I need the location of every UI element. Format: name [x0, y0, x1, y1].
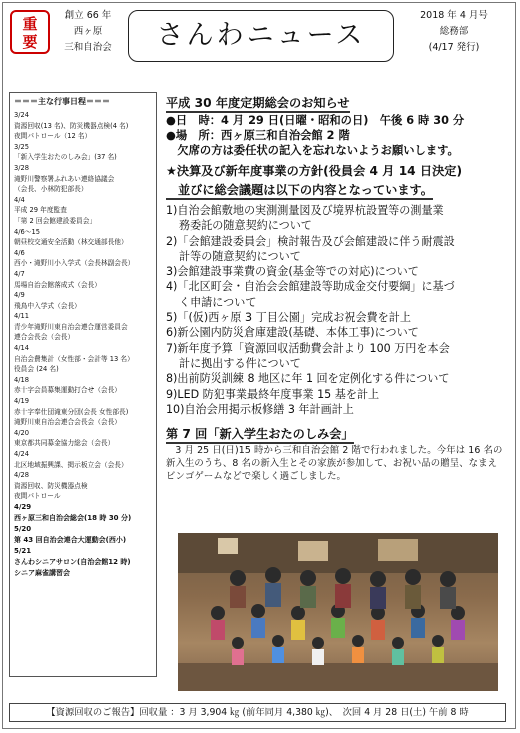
schedule-date: 4/14 — [14, 344, 30, 353]
schedule-entry — [14, 396, 152, 417]
schedule-text: 資源回収、防災機器点検 — [14, 481, 88, 490]
important-stamp — [10, 10, 50, 54]
agenda-item — [166, 234, 506, 265]
schedule-text: 「新入学生おたのしみ会」(37 名) — [14, 153, 117, 162]
agenda-item-continuation: く申請について — [179, 295, 257, 309]
schedule-entry — [14, 546, 152, 568]
schedule-text: 自治会費集計（女性部・会計等 13 名） — [14, 354, 134, 363]
meeting-place: ●場 所：西ヶ原三和自治会館 2 階 — [166, 129, 350, 142]
agenda-item — [166, 402, 506, 417]
agenda-item-text: 2)「会館建設委員会」検討報告及び会館建設に伴う耐震設 — [166, 234, 455, 248]
schedule-entry — [14, 110, 152, 131]
agenda-item-continuation: 務委託の随意契約について — [179, 219, 312, 233]
agenda-item-continuation: 計等の随意契約について — [179, 249, 301, 263]
schedule-entry — [14, 290, 152, 311]
schedule-text: 北区地域振興課、掲示板立会（会長） — [14, 460, 128, 469]
agenda-item-text: 3)会館建設事業費の資金(基金等での対応)について — [166, 265, 419, 279]
schedule-date: 4/6 — [14, 248, 25, 257]
newsletter-title: さんわニュース — [156, 20, 366, 51]
recycling-report-text: 【資源回収のご報告】回収量 ：3 月 3,904 ㎏ (前年同月 4,380 ㎏)、 次回 4 月 28 日(土) 午前 8 時 — [46, 707, 469, 718]
schedule-entry — [14, 502, 152, 524]
schedule-text: 東京都共同募金協力総会（会長） — [14, 439, 115, 448]
issue-month: 2018 年 4 月号 — [420, 10, 488, 21]
schedule-date: 4/18 — [14, 375, 30, 384]
schedule-entry — [14, 184, 152, 195]
publisher-info — [58, 8, 118, 56]
agenda-item-text: 6)新公園内防災倉庫建設(基礎、本体工事)について — [166, 326, 419, 340]
schedule-date: 4/7 — [14, 269, 25, 278]
schedule-date: 3/24 — [14, 111, 30, 119]
agenda-item-text: 10)自治会用掲示板修繕 3 年計画計上 — [166, 402, 354, 416]
agenda-item-text: 9)LED 防犯事業最終年度事業 15 基を計上 — [166, 387, 380, 401]
agenda-list — [166, 203, 506, 417]
schedule-title: ＝＝＝主な行事日程＝＝＝ — [14, 97, 110, 106]
schedule-text: 第 43 回自治会連合大運動会(西小) — [14, 535, 127, 544]
association-name: 三和自治会 — [64, 42, 112, 53]
agenda-heading: 並びに総会議題は以下の内容となっています。 — [166, 183, 433, 200]
schedule-text: （会長、小林防犯部長） — [14, 185, 88, 194]
group-photo-illustration — [178, 533, 498, 691]
schedule-date: 4/11 — [14, 312, 30, 321]
schedule-entry — [14, 568, 152, 579]
schedule-text: 夜間パトロール — [14, 492, 61, 501]
schedule-sidebar — [9, 92, 157, 677]
schedule-date: 3/25 — [14, 142, 30, 151]
agenda-item — [166, 310, 506, 325]
general-meeting-heading: 平成 30 年度定期総会のお知らせ — [166, 95, 350, 113]
agenda-item-text: 8)出前防災訓練 8 地区に年 1 回を定例化する件について — [166, 372, 450, 386]
schedule-text: 平成 29 年度監査 — [14, 206, 67, 215]
newsletter-title-box — [128, 10, 394, 62]
schedule-text: 「第 2 回会館建設委員会」 — [14, 216, 97, 225]
schedule-entry — [14, 449, 152, 470]
schedule-entry — [14, 269, 152, 290]
schedule-text: 滝野川警察署ふれあい連絡協議会 — [14, 174, 115, 183]
schedule-text: 夜間パトロール（12 名） — [14, 132, 92, 141]
schedule-text: 赤十字会員募集運動打合せ（会長） — [14, 386, 121, 395]
agenda-item — [166, 325, 506, 340]
schedule-entry — [14, 163, 152, 184]
schedule-date: 5/20 — [14, 524, 32, 533]
issue-date: (4/17 発行) — [428, 42, 480, 53]
schedule-text: 馬場自治会館落成式（会長） — [14, 280, 101, 289]
schedule-text: 西ヶ原三和自治会総会(18 時 30 分) — [14, 513, 132, 522]
founded-years: 創立 66 年 — [64, 10, 112, 21]
schedule-entry — [14, 216, 152, 227]
schedule-entry — [14, 248, 152, 269]
area-name: 西ヶ原 — [73, 26, 103, 37]
schedule-entry — [14, 131, 152, 142]
schedule-entry — [14, 364, 152, 375]
schedule-date: 5/21 — [14, 546, 32, 555]
meeting-date: ●日 時：4 月 29 日(日曜・昭和の日) 午後 6 時 30 分 — [166, 114, 465, 127]
issue-info — [404, 8, 504, 56]
agenda-item — [166, 341, 506, 372]
agenda-item-text: 4)「北区町会・自治会会館建設等助成金交付要綱」に基づ — [166, 280, 455, 294]
schedule-text: さんわシニアサロン(自治会館12 時) — [14, 557, 131, 566]
agenda-item — [166, 371, 506, 386]
schedule-date: 4/4 — [14, 195, 25, 204]
schedule-entry — [14, 428, 152, 449]
proxy-notice: 欠席の方は委任状の記入を忘れないようお願いします。 — [166, 144, 459, 157]
agenda-item-text: 7)新年度予算「資源回収活動費会計より 100 万円を本会 — [166, 341, 450, 355]
agenda-item-text: 5)「(仮)西ヶ原 3 丁目公園」完成お祝会費を計上 — [166, 311, 411, 325]
schedule-date: 4/29 — [14, 502, 32, 511]
schedule-entry — [14, 227, 152, 248]
schedule-text: シニア麻雀講習会 — [14, 568, 70, 577]
schedule-entry — [14, 491, 152, 502]
schedule-text: 連合会長会（会長） — [14, 333, 75, 342]
schedule-entry — [14, 343, 152, 364]
schedule-entry — [14, 470, 152, 491]
agenda-item — [166, 387, 506, 402]
schedule-date: 4/24 — [14, 450, 30, 458]
agenda-item-continuation: 計に拠出する件について — [179, 356, 301, 370]
stamp-text: 重要 — [22, 15, 38, 51]
group-photo — [178, 533, 498, 691]
schedule-text: 役員会 (24 名) — [14, 365, 59, 374]
schedule-text: 朝昼校交通安全活動（林交通部長他） — [14, 238, 128, 247]
schedule-text: 青少年滝野川東自治会連合運営委員会 — [14, 322, 128, 331]
agenda-item-text: 1)自治会館敷地の実測測量図及び境界杭設置等の測量業 — [166, 204, 444, 217]
welcome-party-body: 3 月 25 日(日)15 時から三和自治会館 2 階で行われました。今年は 16 名の新入生のうち、8 名の新入生とその家族が参加して、お祝い品の贈呈、なまえビンゴゲームなどで楽しく過ごしました。 — [166, 445, 503, 483]
issuing-dept: 総務部 — [439, 26, 469, 37]
schedule-entry — [14, 417, 152, 428]
schedule-date: 4/6～15 — [14, 227, 40, 236]
schedule-entry — [14, 142, 152, 163]
schedule-date: 4/28 — [14, 471, 30, 480]
schedule-entry — [14, 195, 152, 216]
schedule-date: 4/20 — [14, 428, 30, 437]
schedule-text: 赤十字奉仕団滝東分団(会長 女性部長) — [14, 407, 129, 416]
schedule-text: 西小・滝野川小入学式（会長林副会長） — [14, 259, 135, 268]
schedule-entry — [14, 311, 152, 332]
agenda-item — [166, 203, 506, 234]
schedule-date: 4/19 — [14, 397, 30, 406]
schedule-entry — [14, 332, 152, 343]
schedule-text: 滝野川東自治会連合会長会（会長） — [14, 418, 121, 427]
schedule-date: 3/28 — [14, 163, 30, 172]
schedule-entry — [14, 524, 152, 546]
schedule-date: 4/9 — [14, 291, 25, 300]
policy-heading: ★決算及び新年度事業の方針(役員会 4 月 14 日決定) — [166, 164, 463, 178]
schedule-text: 資源回収(13 名)、防災機器点検(4 名) — [14, 121, 129, 130]
agenda-item — [166, 279, 506, 310]
welcome-party-heading: 第 7 回「新入学生おたのしみ会」 — [166, 426, 354, 444]
schedule-entry — [14, 375, 152, 396]
main-content — [166, 92, 506, 483]
recycling-report — [9, 703, 506, 722]
schedule-text: 飛鳥中入学式（会長） — [14, 301, 81, 310]
agenda-item — [166, 264, 506, 279]
schedule-list — [14, 110, 152, 579]
